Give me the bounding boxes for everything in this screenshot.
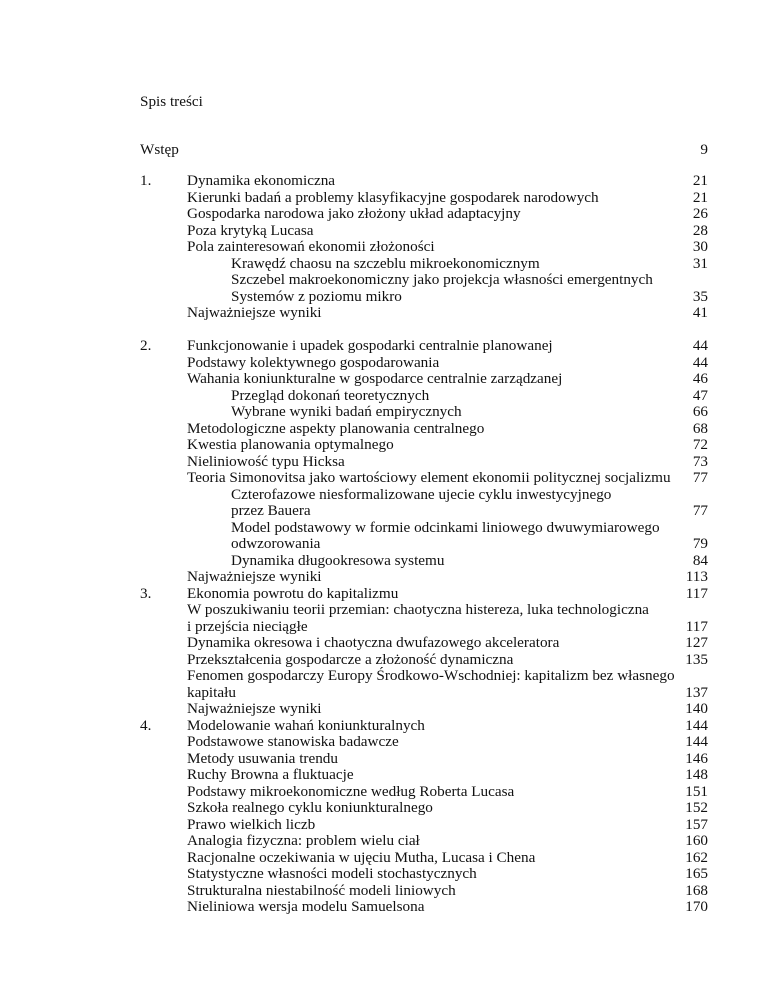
toc-title: Krawędź chaosu na szczeblu mikroekonomicznym <box>231 254 540 272</box>
toc-entry <box>0 569 768 586</box>
toc-title: Najważniejsze wyniki <box>187 700 322 717</box>
toc-title: Nieliniowa wersja modelu Samuelsona <box>187 898 425 915</box>
toc-page: 162 <box>685 848 708 866</box>
toc-title: Wybrane wyniki badań empirycznych <box>231 403 462 420</box>
toc-page: 84 <box>692 551 708 569</box>
toc-entry <box>0 883 768 900</box>
toc-entry <box>0 190 768 207</box>
toc-title: Wahania koniunkturalne w gospodarce centralnie zarządzanej <box>187 370 563 387</box>
toc-entry <box>0 784 768 801</box>
toc-entry <box>0 619 768 636</box>
toc-title: Pola zainteresowań ekonomii złożoności <box>187 238 435 255</box>
toc-entry <box>0 487 768 504</box>
toc-title: Gospodarka narodowa jako złożony układ adaptacyjny <box>187 205 521 222</box>
toc-entry <box>0 866 768 883</box>
toc-title: Ruchy Browna a fluktuacje <box>187 766 354 783</box>
toc-entry <box>0 751 768 768</box>
toc-page: 68 <box>692 419 708 437</box>
toc-entry <box>0 652 768 669</box>
toc-chapter <box>0 173 768 190</box>
toc-title: Poza krytyką Lucasa <box>187 221 314 239</box>
toc-entry <box>0 833 768 850</box>
toc-page: 117 <box>685 584 708 602</box>
toc-entry <box>0 421 768 438</box>
toc-entry <box>0 668 768 685</box>
toc-page: 160 <box>685 832 708 849</box>
toc-page: 151 <box>685 782 708 800</box>
toc-page: 148 <box>685 766 708 783</box>
toc-title: W poszukiwaniu teorii przemian: chaotyczna histereza, luka technologiczna <box>187 601 649 618</box>
toc-entry <box>0 305 768 322</box>
toc-page: 31 <box>692 254 708 272</box>
toc-title: Metody usuwania trendu <box>187 749 338 767</box>
toc-entry <box>0 800 768 817</box>
toc-title: Model podstawowy w formie odcinkami liniowego dwuwymiarowego <box>231 518 660 536</box>
toc-title: Kwestia planowania optymalnego <box>187 436 394 453</box>
toc-title: Podstawowe stanowiska badawcze <box>187 733 399 750</box>
toc-entry <box>0 536 768 553</box>
toc-page: 140 <box>685 700 708 717</box>
toc-entry <box>0 355 768 372</box>
toc-title: Prawo wielkich liczb <box>187 815 316 833</box>
toc-intro <box>0 142 768 159</box>
toc-title: Czterofazowe niesformalizowane ujecie cyklu inwestycyjnego <box>231 485 612 503</box>
toc-page: 47 <box>692 386 708 404</box>
toc-number: 2. <box>140 337 152 354</box>
toc-page: 28 <box>692 221 708 239</box>
toc-title: Nieliniowość typu Hicksa <box>187 452 345 470</box>
toc-title: Szkoła realnego cyklu koniunkturalnego <box>187 799 433 816</box>
toc-title: Statystyczne własności modeli stochastycznych <box>187 865 477 882</box>
toc-number: 3. <box>140 584 152 602</box>
toc-title: Najważniejsze wyniki <box>187 568 322 585</box>
toc-entry <box>0 520 768 537</box>
toc-page: 44 <box>692 353 708 371</box>
toc-page: 21 <box>692 172 708 189</box>
toc-entry <box>0 388 768 405</box>
toc-page: 137 <box>685 683 708 701</box>
toc-title: Modelowanie wahań koniunkturalnych <box>187 716 425 734</box>
toc-entry <box>0 289 768 306</box>
toc-page: 44 <box>692 337 708 354</box>
toc-chapter <box>0 586 768 603</box>
toc-page: 170 <box>685 898 708 915</box>
toc-entry <box>0 899 768 916</box>
toc-title: Najważniejsze wyniki <box>187 304 322 321</box>
toc-title: i przejścia nieciągłe <box>187 617 308 635</box>
toc-title: Analogia fizyczna: problem wielu ciał <box>187 832 420 849</box>
toc-page: 72 <box>692 436 708 453</box>
toc-entry <box>0 685 768 702</box>
toc-entry <box>0 239 768 256</box>
toc-page: 9 <box>700 141 708 158</box>
toc-title: Metodologiczne aspekty planowania centralnego <box>187 419 485 437</box>
toc-page: 152 <box>685 799 708 816</box>
toc-number: 1. <box>140 172 152 189</box>
toc-entry <box>0 470 768 487</box>
toc-entry <box>0 635 768 652</box>
toc-page: 165 <box>685 865 708 882</box>
toc-page: 144 <box>685 716 708 734</box>
toc-title: odwzorowania <box>231 535 321 552</box>
toc-page: 157 <box>685 815 708 833</box>
toc-page: 46 <box>692 370 708 387</box>
toc-page: 135 <box>685 650 708 668</box>
toc-page: 26 <box>692 205 708 222</box>
toc-page: 30 <box>692 238 708 255</box>
toc-title: Racjonalne oczekiwania w ujęciu Mutha, Lucasa i Chena <box>187 848 536 866</box>
toc-page: 117 <box>685 617 708 635</box>
toc-page: 41 <box>692 304 708 321</box>
toc-entry <box>0 767 768 784</box>
toc-page: 35 <box>692 287 708 305</box>
toc-entry <box>0 701 768 718</box>
toc-page: 77 <box>692 469 708 486</box>
toc-page: 21 <box>692 188 708 206</box>
toc-title: Kierunki badań a problemy klasyfikacyjne gospodarek narodowych <box>187 188 599 206</box>
toc-entry <box>0 404 768 421</box>
toc-title: kapitału <box>187 683 236 701</box>
toc-title: Strukturalna niestabilność modeli liniowych <box>187 881 456 899</box>
toc-title: Systemów z poziomu mikro <box>231 287 402 305</box>
toc-title: Teoria Simonovitsa jako wartościowy element ekonomii politycznej socjalizmu <box>187 469 671 486</box>
toc-entry <box>0 256 768 273</box>
toc-page: 66 <box>692 403 708 420</box>
toc-title: Funkcjonowanie i upadek gospodarki centralnie planowanej <box>187 337 553 354</box>
toc-title: Przekształcenia gospodarcze a złożoność dynamiczna <box>187 650 514 668</box>
toc-chapter <box>0 718 768 735</box>
toc-chapter <box>0 338 768 355</box>
toc-page: 146 <box>685 749 708 767</box>
toc-number: 4. <box>140 716 152 734</box>
toc-title: Ekonomia powrotu do kapitalizmu <box>187 584 399 602</box>
toc-entry <box>0 602 768 619</box>
toc-title: Dynamika ekonomiczna <box>187 172 336 189</box>
toc-page: 168 <box>685 881 708 899</box>
toc-entry <box>0 206 768 223</box>
toc-entry <box>0 850 768 867</box>
toc-entry <box>0 553 768 570</box>
toc-entry <box>0 454 768 471</box>
toc-title: Wstęp <box>140 141 179 158</box>
toc-title: Dynamika długookresowa systemu <box>231 551 445 569</box>
toc-page: 77 <box>692 502 708 519</box>
toc-entry <box>0 223 768 240</box>
toc-page: 144 <box>685 733 708 750</box>
toc-entry <box>0 437 768 454</box>
toc-entry <box>0 503 768 520</box>
toc-page: 113 <box>685 568 708 585</box>
toc-title: Szczebel makroekonomiczny jako projekcja własności emergentnych <box>231 271 653 288</box>
toc-entry <box>0 272 768 289</box>
toc-title: Przegląd dokonań teoretycznych <box>231 386 430 404</box>
toc-page: 79 <box>692 535 708 552</box>
toc-entry <box>0 371 768 388</box>
toc-title: Dynamika okresowa i chaotyczna dwufazowego akceleratora <box>187 634 560 651</box>
toc-page: 73 <box>692 452 708 470</box>
toc-entry <box>0 734 768 751</box>
toc-title: Podstawy kolektywnego gospodarowania <box>187 353 440 371</box>
toc-page: 127 <box>685 634 708 651</box>
toc-title: przez Bauera <box>231 502 311 519</box>
toc-title: Podstawy mikroekonomiczne według Roberta Lucasa <box>187 782 515 800</box>
toc-title: Fenomen gospodarczy Europy Środkowo-Wschodniej: kapitalizm bez własnego <box>187 667 675 684</box>
page-title: Spis treści <box>140 93 203 110</box>
toc-entry <box>0 817 768 834</box>
